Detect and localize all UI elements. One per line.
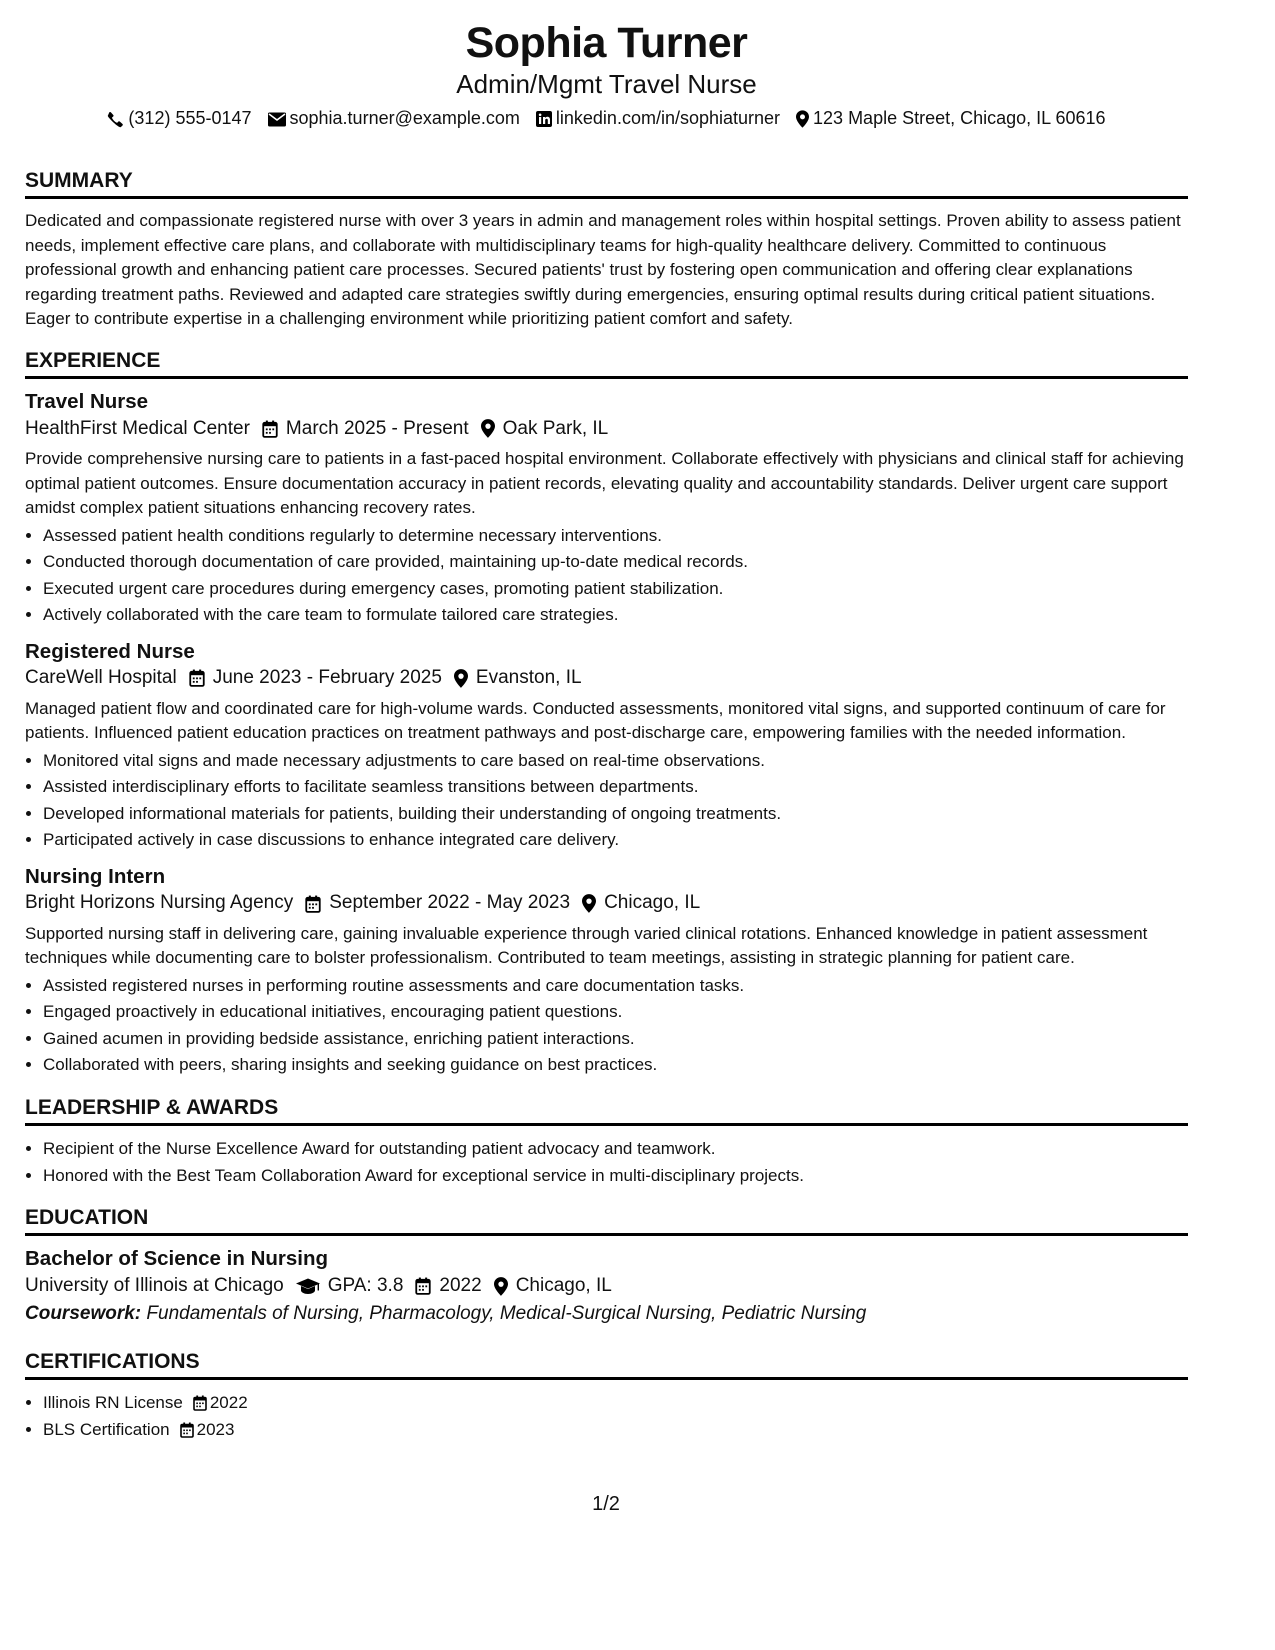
- employer: CareWell Hospital: [25, 667, 177, 689]
- cert-row: [43, 1390, 248, 1417]
- leadership-section: [25, 1095, 1188, 1189]
- resume-page: [25, 20, 1188, 1443]
- linkedin-icon: [536, 111, 552, 127]
- section-heading: LEADERSHIP & AWARDS: [25, 1095, 1188, 1126]
- list-item: • Collaborated with peers, sharing insights and seeking guidance on best practices.: [43, 1052, 1188, 1079]
- job-meta: [25, 889, 1188, 918]
- section-heading: SUMMARY: [25, 168, 1188, 199]
- job-entry: [25, 864, 1188, 1079]
- map-pin-icon: [582, 894, 596, 913]
- list-item: • Recipient of the Nurse Excellence Award for outstanding patient advocacy and teamwork.: [43, 1136, 1188, 1163]
- job-location: Chicago, IL: [604, 892, 701, 914]
- map-pin-icon: [481, 419, 495, 438]
- school-name: University of Illinois at Chicago: [25, 1274, 284, 1296]
- job-bullets: [25, 748, 1188, 854]
- list-item: • Monitored vital signs and made necessary adjustments to care based on real-time observations.: [43, 748, 1188, 775]
- section-heading: EXPERIENCE: [25, 348, 1188, 379]
- contact-phone: [107, 108, 251, 130]
- coursework-label: Coursework:: [25, 1303, 142, 1325]
- job-dates: June 2023 - February 2025: [212, 667, 442, 689]
- list-item: • Participated actively in case discussions to enhance integrated care delivery.: [43, 827, 1188, 854]
- certifications-list: [25, 1390, 1188, 1443]
- degree-title: Bachelor of Science in Nursing: [25, 1247, 329, 1271]
- list-item: • Assisted interdisciplinary efforts to facilitate seamless transitions between departments.: [43, 774, 1188, 801]
- job-location: Evanston, IL: [475, 667, 582, 689]
- map-pin-icon: [494, 1277, 508, 1296]
- certifications-section: [25, 1349, 1188, 1443]
- awards-list: [25, 1136, 1188, 1189]
- job-bullets: [25, 523, 1188, 629]
- map-pin-icon: [454, 669, 468, 688]
- cert-date: [193, 1390, 248, 1417]
- resume-header: [25, 20, 1188, 130]
- list-item: • Engaged proactively in educational initiatives, encouraging patient questions.: [43, 999, 1188, 1026]
- job-bullets: [25, 973, 1188, 1079]
- cert-name: • Illinois RN License: [43, 1393, 183, 1413]
- employer: HealthFirst Medical Center: [25, 417, 250, 439]
- candidate-title: Admin/Mgmt Travel Nurse: [456, 69, 757, 100]
- job-title: Registered Nurse: [25, 639, 195, 663]
- list-item: • Gained acumen in providing bedside assistance, enriching patient interactions.: [43, 1026, 1188, 1053]
- list-item: • Honored with the Best Team Collaboration Award for exceptional service in multi-disciplinary projects.: [43, 1163, 1188, 1190]
- coursework-text: Fundamentals of Nursing, Pharmacology, Medical-Surgical Nursing, Pediatric Nursing: [146, 1303, 867, 1325]
- job-entry: [25, 639, 1188, 854]
- section-heading: EDUCATION: [25, 1205, 1188, 1236]
- linkedin-text[interactable]: linkedin.com/in/sophiaturner: [555, 108, 781, 129]
- contact-address: [796, 108, 1106, 130]
- experience-section: [25, 348, 1188, 1079]
- contact-linkedin[interactable]: [536, 108, 780, 130]
- job-entry: [25, 389, 1188, 629]
- email-text[interactable]: sophia.turner@example.com: [289, 108, 520, 129]
- cert-name: • BLS Certification: [43, 1419, 170, 1439]
- list-item: • Conducted thorough documentation of care provided, maintaining up-to-date medical records.: [43, 549, 1188, 576]
- job-title: Travel Nurse: [25, 389, 149, 413]
- list-item: • Assessed patient health conditions regularly to determine necessary interventions.: [43, 523, 1188, 550]
- address-text: 123 Maple Street, Chicago, IL 60616: [813, 108, 1106, 129]
- job-dates: September 2022 - May 2023: [329, 892, 571, 914]
- job-meta: [25, 415, 1188, 444]
- calendar-icon: [305, 895, 321, 913]
- map-pin-icon: [796, 110, 809, 128]
- job-location: Oak Park, IL: [502, 417, 609, 439]
- phone-text: (312) 555-0147: [128, 108, 252, 129]
- cert-row: [43, 1417, 234, 1444]
- list-item: • Actively collaborated with the care team to formulate tailored care strategies.: [43, 602, 1188, 629]
- calendar-icon: [189, 669, 205, 687]
- summary-section: [25, 168, 1188, 332]
- calendar-icon: [193, 1395, 207, 1411]
- graduation-year: 2022: [439, 1274, 482, 1296]
- employer: Bright Horizons Nursing Agency: [25, 892, 294, 914]
- calendar-icon: [415, 1277, 431, 1295]
- list-item: • Assisted registered nurses in performing routine assessments and care documentation tasks.: [43, 973, 1188, 1000]
- candidate-name: Sophia Turner: [465, 19, 748, 67]
- list-item: [43, 1390, 1188, 1417]
- list-item: • Developed informational materials for patients, building their understanding of ongoing treatments.: [43, 801, 1188, 828]
- contact-email[interactable]: [268, 108, 520, 130]
- cert-year: 2022: [209, 1393, 248, 1413]
- education-meta: [25, 1272, 1188, 1301]
- phone-icon: [107, 111, 124, 128]
- job-title: Nursing Intern: [25, 864, 166, 888]
- list-item: [43, 1417, 1188, 1444]
- job-description: Managed patient flow and coordinated care for high-volume wards. Conducted assessments, monitored vital signs, and supported continuum of care for patients. Influenced patient education practices on treatment pathways and post-discharge care, empowering families with the needed information.: [25, 698, 1166, 743]
- school-location: Chicago, IL: [515, 1274, 612, 1296]
- job-meta: [25, 664, 1188, 693]
- job-description: Supported nursing staff in delivering care, gaining invaluable experience through varied clinical rotations. Enhanced knowledge in patient assessment techniques while documenting care to bolster professionalism. Contributed to team meetings, assisting in strategic planning for patient care.: [25, 923, 1148, 968]
- calendar-icon: [180, 1422, 194, 1438]
- contact-bar: [25, 108, 1188, 130]
- summary-text: Dedicated and compassionate registered nurse with over 3 years in admin and management roles within hospital settings. Proven ability to assess patient needs, implement effective care plans, and collaborate with multidisciplinary teams for high-quality healthcare delivery. Committed to continuous professional growth and enhancing patient care processes. Secured patients' trust by fostering open communication and offering clear explanations regarding treatment paths. Reviewed and adapted care strategies swiftly during emergencies, ensuring optimal results during critical patient situations. Eager to contribute expertise in a challenging environment while prioritizing patient comfort and safety.: [25, 211, 1181, 329]
- coursework: [25, 1300, 1188, 1329]
- education-section: [25, 1205, 1188, 1329]
- cert-year: 2023: [196, 1419, 235, 1439]
- graduation-cap-icon: [296, 1278, 320, 1295]
- cert-date: [180, 1417, 235, 1444]
- gpa: GPA: 3.8: [327, 1274, 404, 1296]
- job-dates: March 2025 - Present: [285, 417, 469, 439]
- page-number: 1/2: [592, 1493, 620, 1515]
- list-item: • Executed urgent care procedures during emergency cases, promoting patient stabilization.: [43, 576, 1188, 603]
- section-heading: CERTIFICATIONS: [25, 1349, 1188, 1380]
- job-description: Provide comprehensive nursing care to patients in a fast-paced hospital environment. Collaborate effectively with physicians and clinical staff for achieving optimal patient outcomes. Ensure documentation accuracy in patient records, elevating quality and accountability standards. Deliver urgent care support amidst complex patient situations enhancing recovery rates.: [25, 449, 1184, 518]
- envelope-icon: [268, 112, 286, 127]
- calendar-icon: [262, 420, 278, 438]
